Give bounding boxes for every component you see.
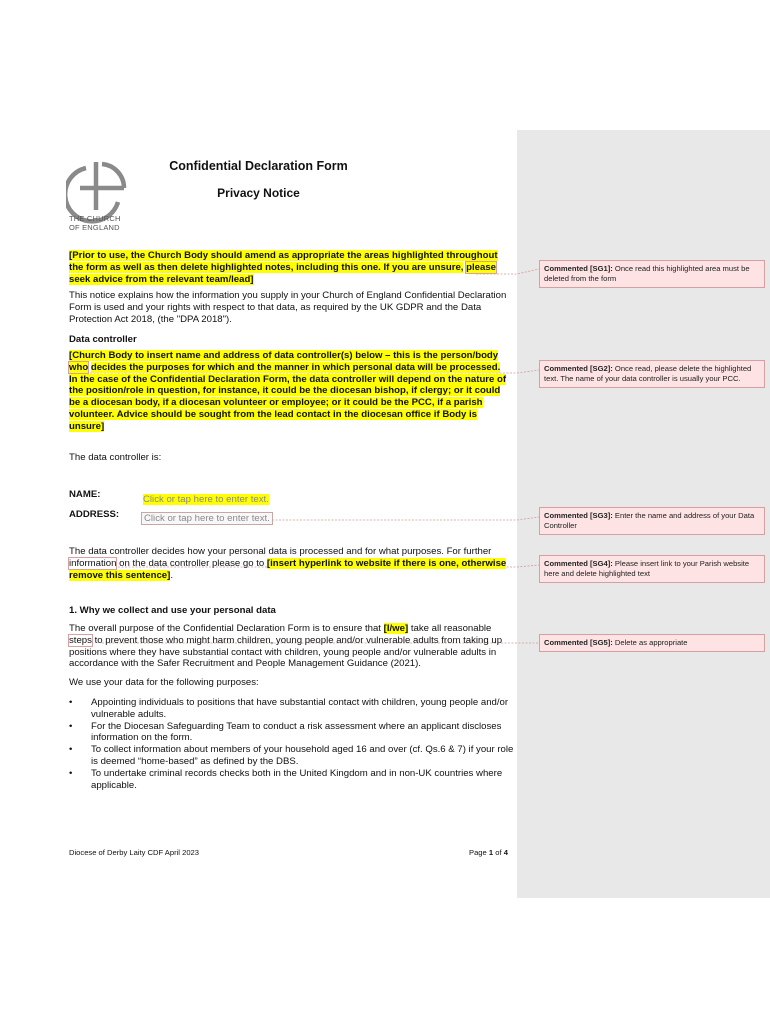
purpose-item: • To collect information about members of your household aged 16 and over (cf. Qs.6 & 7) if your role is deemed “home-based” as defined by the DBS. xyxy=(69,744,514,768)
section-1-text-3: to prevent those who might harm children, young people and/or vulnerable adults from taking up positions where they have substantial contact with children, young people and/or vulnerable adults in accordance with the Safer Recruitment and People Management Guidance (2021). xyxy=(69,634,503,670)
comment-label: Commented [SG3]: xyxy=(544,511,613,520)
name-label: NAME: xyxy=(69,489,101,500)
intro-note-text: [Prior to use, the Church Body should amend as appropriate the areas highlighted throughout the form as well as then delete highlighted notes, including this one. If you are unsure, xyxy=(69,250,498,273)
comment-label: Commented [SG1]: xyxy=(544,264,613,273)
intro-note-comment-anchor[interactable]: please xyxy=(466,261,497,273)
document-title: Confidential Declaration Form xyxy=(169,159,348,173)
comment-label: Commented [SG5]: xyxy=(544,638,613,647)
current-page: 1 xyxy=(488,848,494,857)
data-controller-note xyxy=(69,350,511,433)
website-link-placeholder[interactable]: [insert hyperlink to website if there is one, otherwise remove this sentence] xyxy=(69,557,507,581)
purpose-item: • Appointing individuals to positions that have substantial contact with children, young people and/or vulnerable adults. xyxy=(69,697,514,721)
comment-text: Please insert link to your Parish website here and delete highlighted text xyxy=(544,559,750,579)
decides-period: . xyxy=(170,569,173,581)
intro-paragraph: This notice explains how the information you supply in your Church of England Confidential Declaration Form is used and your rights with respect to that data, as required by the UK GDPR and the Data Protection Act 2018, (the "DPA 2018"). xyxy=(69,290,507,325)
comment-sg1[interactable] xyxy=(539,260,765,288)
comment-sg2[interactable] xyxy=(539,360,765,388)
footer-page-number xyxy=(469,848,508,857)
data-controller-note-text: [Church Body to insert name and address of data controller(s) below – this is the person/body xyxy=(69,350,499,361)
comment-label: Commented [SG2]: xyxy=(544,364,613,373)
intro-note-text-end: seek advice from the relevant team/lead] xyxy=(69,273,254,285)
data-controller-comment-anchor[interactable]: who xyxy=(69,361,89,373)
address-field[interactable] xyxy=(141,508,273,526)
comment-text: Enter the name and address of your Data Controller xyxy=(544,511,755,531)
decides-text-2: on the data controller please go to xyxy=(119,557,265,569)
comment-sg4[interactable] xyxy=(539,555,765,583)
decides-comment-anchor[interactable]: information xyxy=(69,557,117,569)
comment-text: Once read, please delete the highlighted text. The name of your data controller is usually your PCC. xyxy=(544,364,752,384)
comment-text: Once read this highlighted area must be deleted from the form xyxy=(544,264,750,284)
decides-text: The data controller decides how your personal data is processed and for what purposes. For further xyxy=(69,546,492,557)
name-field[interactable] xyxy=(143,489,269,507)
data-controller-is: The data controller is: xyxy=(69,452,162,463)
intro-note xyxy=(69,250,509,285)
address-label: ADDRESS: xyxy=(69,509,120,520)
logo-wordmark xyxy=(69,214,121,232)
address-field-placeholder[interactable]: Click or tap here to enter text. xyxy=(141,512,273,525)
comment-text: Delete as appropriate xyxy=(614,638,688,647)
purpose-item: • For the Diocesan Safeguarding Team to conduct a risk assessment where an applicant discloses information on the form. xyxy=(69,721,514,745)
comment-sg5[interactable] xyxy=(539,634,765,652)
purpose-item: • To undertake criminal records checks both in the United Kingdom and in non-UK countries where applicable. xyxy=(69,768,514,792)
data-controller-note-text-end: decides the purposes for which and the manner in which personal data will be processed. In the case of the Confidential Declaration Form, the data controller will depend on the nature of the position/role in question, for instance, it could be the diocesan bishop, if clergy; or it could be a diocesan body, if a diocesan volunteer or employee; or it could be the PCC, if a parish volunteer. Advice should be sought from the lead contact in the diocesan office if Body is unsure] xyxy=(69,361,507,432)
page-of: of xyxy=(495,848,502,857)
section-1-text: The overall purpose of the Confidential Declaration Form is to ensure that xyxy=(69,623,381,634)
document-subtitle: Privacy Notice xyxy=(217,186,300,200)
name-field-placeholder[interactable]: Click or tap here to enter text. xyxy=(143,494,269,505)
section-1-heading: 1. Why we collect and use your personal data xyxy=(69,605,276,616)
data-controller-decides xyxy=(69,546,514,581)
footer-document-id: Diocese of Derby Laity CDF April 2023 xyxy=(69,848,199,857)
section-1-text-2: take all reasonable xyxy=(410,623,492,634)
logo-line-2: OF ENGLAND xyxy=(69,223,120,232)
comment-sg3[interactable] xyxy=(539,507,765,535)
total-pages: 4 xyxy=(503,848,508,857)
steps-comment-anchor[interactable]: steps xyxy=(69,634,92,646)
logo-line-1: THE CHURCH xyxy=(69,214,121,223)
purposes-list xyxy=(69,697,514,791)
section-1-paragraph-1 xyxy=(69,623,509,670)
section-1-paragraph-2: We use your data for the following purposes: xyxy=(69,677,259,688)
data-controller-heading: Data controller xyxy=(69,334,137,345)
page-prefix: Page xyxy=(469,848,487,857)
i-we-option[interactable]: [I/we] xyxy=(383,623,409,634)
comment-label: Commented [SG4]: xyxy=(544,559,613,568)
